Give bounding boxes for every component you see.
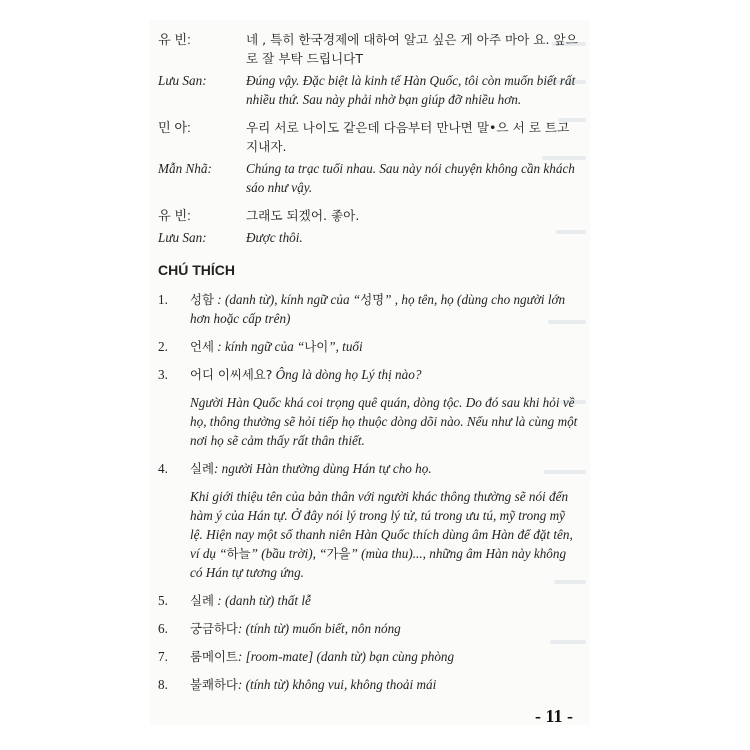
note-explanation-text: ” (bầu trời), “ xyxy=(250,546,327,561)
note-term: 언세 xyxy=(190,339,214,354)
note-body xyxy=(190,290,580,328)
page-content xyxy=(158,30,580,703)
note-item xyxy=(158,459,580,478)
note-body xyxy=(190,459,580,478)
note-number: 4. xyxy=(158,461,168,476)
note-text: : (tính từ) không vui, không thoải mái xyxy=(237,677,437,692)
note-term: 실례 xyxy=(190,593,214,608)
dialogue-line xyxy=(158,118,580,156)
dialogue-pair-2 xyxy=(158,118,580,197)
note-number: 3. xyxy=(158,367,168,382)
speaker-label: Mẫn Nhã: xyxy=(158,161,212,176)
note-item xyxy=(158,619,580,638)
dialogue-line xyxy=(158,30,580,68)
note-body xyxy=(190,619,580,638)
dialogue-line xyxy=(158,206,580,225)
note-number: 6. xyxy=(158,621,168,636)
dialogue-text: Đúng vậy. Đặc biệt là kinh tế Hàn Quốc, tôi còn muốn biết rất nhiều thứ. Sau này phải nhờ bạn giúp đỡ nhiều hơn. xyxy=(246,73,576,107)
note-number: 2. xyxy=(158,339,168,354)
note-body xyxy=(190,591,580,610)
note-body xyxy=(190,337,580,356)
speaker-label: 민 아: xyxy=(158,120,191,135)
speaker-label: 유 빈: xyxy=(158,208,191,223)
book-page xyxy=(150,20,590,725)
note-explanation-text: ” (mùa thu)..., những âm Hàn này không có Hán tự tương ứng. xyxy=(190,546,567,580)
note-item xyxy=(158,365,580,384)
note-text: : (danh từ), kính ngữ của “ xyxy=(213,292,361,307)
dialogue-text: 우리 서로 나이도 같은데 다음부터 만나면 말•으 서 로 트고 지내자. xyxy=(246,120,570,154)
note-number: 8. xyxy=(158,677,168,692)
note-item xyxy=(158,675,580,694)
dialogue-text: 네 , 특히 한국경제에 대하여 알고 싶은 게 아주 마아 요. 앞으로 잘 부탁 드립니다T xyxy=(246,32,578,66)
note-term: 성명 xyxy=(360,292,385,307)
note-number: 5. xyxy=(158,593,168,608)
note-term: 성함 xyxy=(190,292,214,307)
note-term: 실례 xyxy=(190,461,214,476)
note-number: 7. xyxy=(158,649,168,664)
dialogue-line xyxy=(158,71,580,109)
note-item xyxy=(158,591,580,610)
note-item xyxy=(158,337,580,356)
note-term: 어디 이씨세요? xyxy=(190,367,273,382)
note-body xyxy=(190,647,580,666)
dialogue-line xyxy=(158,228,580,247)
note-explanation xyxy=(190,487,580,582)
dialogue-text: 그래도 되겠어. 좋아. xyxy=(246,208,360,223)
note-term: 룸메이트 xyxy=(190,649,238,664)
note-number: 1. xyxy=(158,292,168,307)
note-text: ”, tuổi xyxy=(328,339,363,354)
dialogue-pair-1 xyxy=(158,30,580,109)
note-text: : (tính từ) muốn biết, nôn nóng xyxy=(237,621,401,636)
note-term: 가을 xyxy=(326,546,351,561)
notes-heading: CHÚ THÍCH xyxy=(158,262,235,278)
note-text: : kính ngữ của “ xyxy=(213,339,305,354)
page-number: - 11 - xyxy=(535,706,573,726)
note-text: : (danh từ) thất lễ xyxy=(213,593,311,608)
note-term: 궁금하다 xyxy=(190,621,238,636)
note-body xyxy=(190,365,580,384)
note-text: : [room-mate] (danh từ) bạn cùng phòng xyxy=(237,649,455,664)
dialogue-text: Chúng ta trạc tuổi nhau. Sau này nói chuyện không cần khách sáo như vậy. xyxy=(246,161,575,195)
note-text: : người Hàn thường dùng Hán tự cho họ. xyxy=(213,461,432,476)
note-term: 불쾌하다 xyxy=(190,677,238,692)
note-body xyxy=(190,675,580,694)
speaker-label: Lưu San: xyxy=(158,230,207,245)
note-explanation-text: Khi giới thiệu tên của bản thân với người khác thông thường sẽ nói đến hàm ý của Hán tự. Ở đây nói lý trong lý tử, tú trong ưu tú, mỹ trong mỹ lệ. Hiện nay một số thanh niên Hàn Quốc thích dùng âm Hàn để đặt tên, ví dụ “ xyxy=(190,489,573,561)
dialogue-text: Được thôi. xyxy=(246,230,303,245)
note-term: 하늘 xyxy=(226,546,251,561)
note-explanation: Người Hàn Quốc khá coi trọng quê quán, dòng tộc. Do đó sau khi hỏi về họ, thông thường sẽ hỏi tiếp họ thuộc dòng dõi nào. Nếu như là cùng một nơi họ sẽ cảm thấy rất thân thiết. xyxy=(190,395,578,448)
note-item xyxy=(158,647,580,666)
note-item xyxy=(158,290,580,328)
dialogue-line xyxy=(158,159,580,197)
note-term: 나이 xyxy=(304,339,329,354)
note-text: Ông là dòng họ Lý thị nào? xyxy=(272,367,422,382)
speaker-label: Lưu San: xyxy=(158,73,207,88)
note-text: ” , họ tên, họ (dùng cho người lớn hơn hoặc cấp trên) xyxy=(190,292,566,326)
speaker-label: 유 빈: xyxy=(158,32,191,47)
dialogue-pair-3 xyxy=(158,206,580,247)
